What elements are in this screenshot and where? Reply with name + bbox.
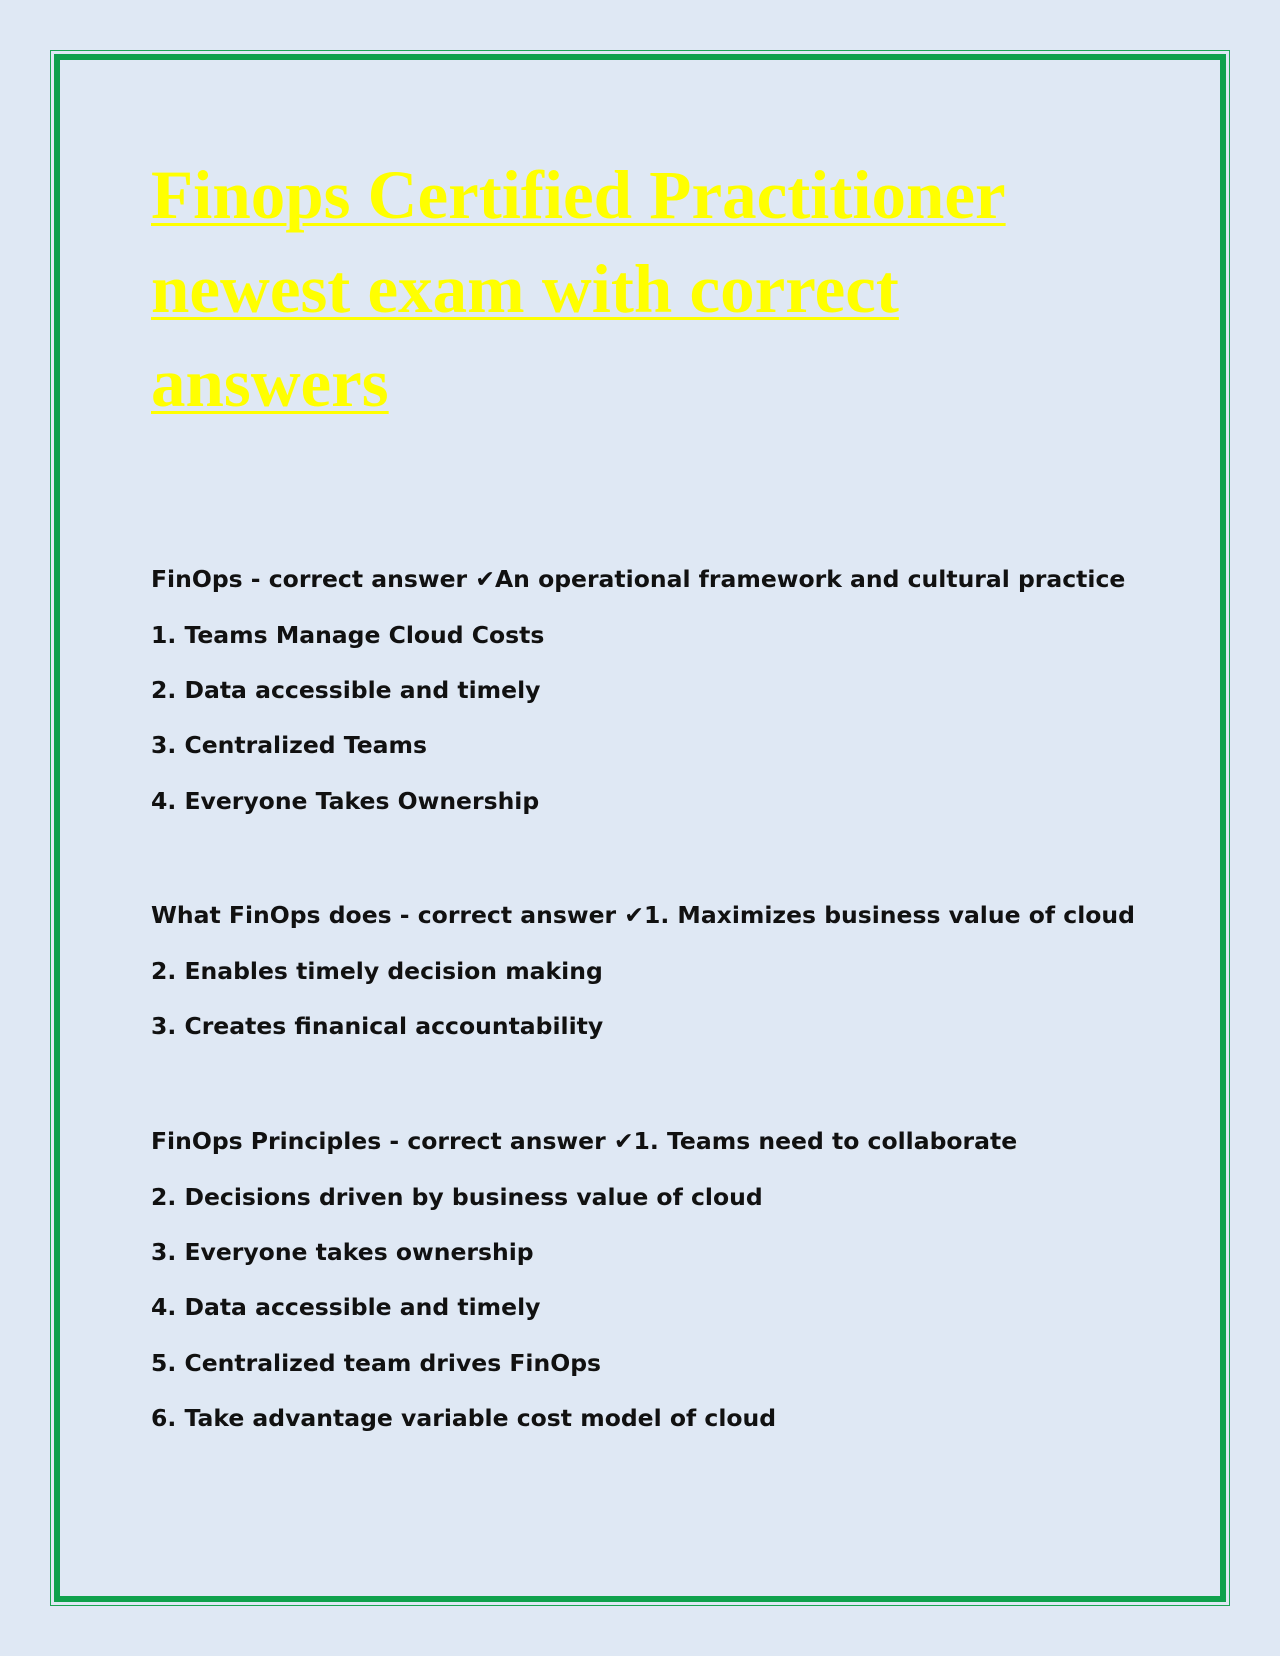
answer-prefix: - correct answer ✔ [242, 565, 495, 593]
answer-line: 4. Data accessible and timely [151, 1293, 541, 1321]
answer-line: 1. Teams Manage Cloud Costs [151, 621, 545, 649]
answer-first-line: 1. Teams need to collaborate [633, 1127, 1018, 1155]
qa-heading-finops [151, 564, 1125, 594]
document-title: Finops Certified Practitioner newest exam with correct answers [151, 157, 1006, 421]
answer-line: 2. Decisions driven by business value of cloud [151, 1183, 763, 1211]
answer-line: 2. Data accessible and timely [151, 676, 541, 704]
qa-heading-finops-principles [151, 1126, 1017, 1156]
answer-line: 6. Take advantage variable cost model of cloud [151, 1404, 777, 1432]
answer-prefix: - correct answer ✔ [391, 901, 644, 929]
question-text: FinOps [151, 565, 243, 593]
answer-first-line: 1. Maximizes business value of cloud [643, 901, 1135, 929]
qa-heading-what-finops-does [151, 900, 1135, 930]
answer-prefix: - correct answer ✔ [381, 1127, 634, 1155]
answer-line: 4. Everyone Takes Ownership [151, 787, 540, 815]
question-text: FinOps Principles [151, 1127, 382, 1155]
answer-line: 3. Creates finanical accountability [151, 1012, 604, 1040]
answer-line: 3. Centralized Teams [151, 731, 427, 759]
answer-line: 3. Everyone takes ownership [151, 1238, 534, 1266]
answer-first-line: An operational framework and cultural practice [494, 565, 1126, 593]
question-text: What FinOps does [151, 901, 392, 929]
answer-line: 2. Enables timely decision making [151, 957, 603, 985]
answer-line: 5. Centralized team drives FinOps [151, 1349, 601, 1377]
